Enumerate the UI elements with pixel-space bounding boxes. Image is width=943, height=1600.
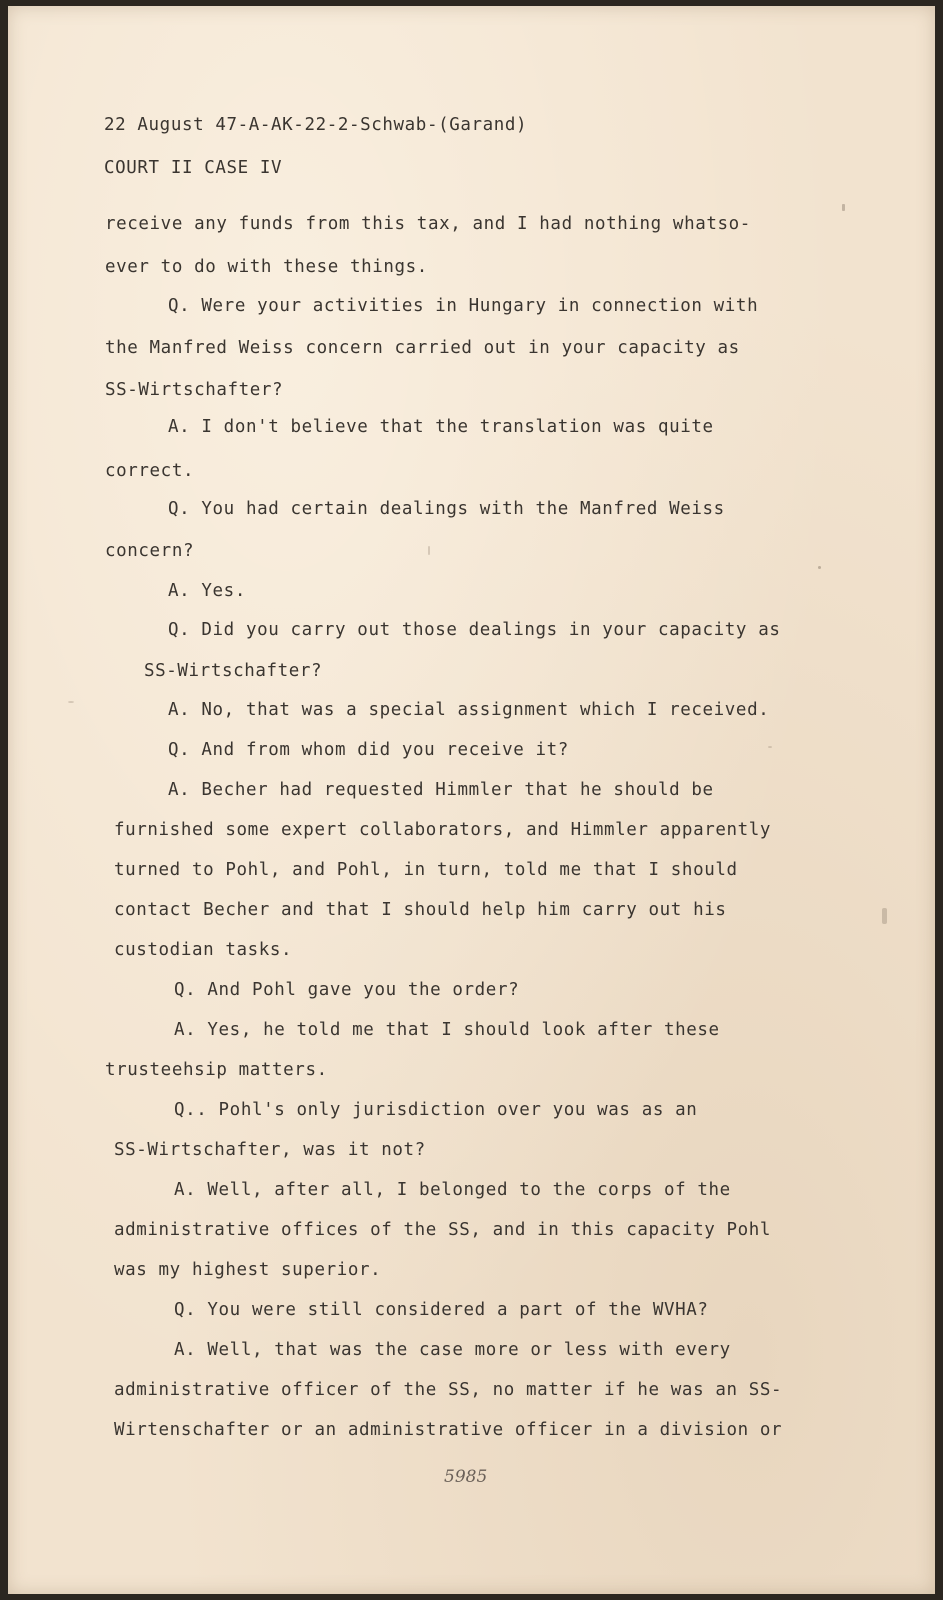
body-line: SS-Wirtschafter? — [144, 661, 323, 681]
body-line: Q. And Pohl gave you the order? — [174, 980, 520, 1000]
body-line: Wirtenschafter or an administrative officer in a division or — [114, 1420, 783, 1440]
body-line: Q.. Pohl's only jurisdiction over you was as an — [174, 1100, 698, 1120]
body-line: custodian tasks. — [114, 940, 293, 960]
document-page — [8, 6, 935, 1594]
body-line: A. Becher had requested Himmler that he should be — [168, 780, 714, 800]
paper-speck — [882, 908, 887, 924]
body-line: correct. — [105, 461, 195, 481]
body-line: furnished some expert collaborators, and Himmler apparently — [114, 820, 772, 840]
body-line: concern? — [105, 541, 195, 561]
header-line-1: 22 August 47-A-AK-22-2-Schwab-(Garand) — [104, 115, 528, 135]
body-line: Q. You had certain dealings with the Manfred Weiss — [168, 499, 725, 519]
body-line: A. No, that was a special assignment which I received. — [168, 700, 770, 720]
body-line: was my highest superior. — [114, 1260, 382, 1280]
body-line: administrative officer of the SS, no matter if he was an SS- — [114, 1380, 783, 1400]
body-line: Q. Were your activities in Hungary in connection with — [168, 296, 759, 316]
body-line: Q. You were still considered a part of the WVHA? — [174, 1300, 709, 1320]
body-line: Q. Did you carry out those dealings in your capacity as — [168, 620, 781, 640]
body-line: contact Becher and that I should help him carry out his — [114, 900, 727, 920]
body-line: A. Well, that was the case more or less with every — [174, 1340, 731, 1360]
body-line: Q. And from whom did you receive it? — [168, 740, 569, 760]
header-line-2: COURT II CASE IV — [104, 158, 283, 178]
body-line: A. Yes, he told me that I should look after these — [174, 1020, 720, 1040]
body-line: SS-Wirtschafter? — [105, 380, 284, 400]
paper-speck — [842, 204, 845, 211]
page-number: 5985 — [444, 1467, 488, 1487]
paper-speck — [428, 546, 430, 555]
body-line: A. I don't believe that the translation was quite — [168, 417, 714, 437]
body-line: A. Yes. — [168, 581, 246, 601]
body-line: trusteehsip matters. — [105, 1060, 328, 1080]
paper-speck — [68, 701, 74, 703]
paper-speck — [818, 566, 821, 569]
body-line: turned to Pohl, and Pohl, in turn, told me that I should — [114, 860, 738, 880]
body-line: A. Well, after all, I belonged to the corps of the — [174, 1180, 731, 1200]
paper-speck — [768, 746, 772, 748]
body-line: the Manfred Weiss concern carried out in your capacity as — [105, 338, 740, 358]
body-line: ever to do with these things. — [105, 257, 428, 277]
body-line: administrative offices of the SS, and in this capacity Pohl — [114, 1220, 772, 1240]
body-line: receive any funds from this tax, and I had nothing whatso- — [105, 214, 751, 234]
body-line: SS-Wirtschafter, was it not? — [114, 1140, 426, 1160]
